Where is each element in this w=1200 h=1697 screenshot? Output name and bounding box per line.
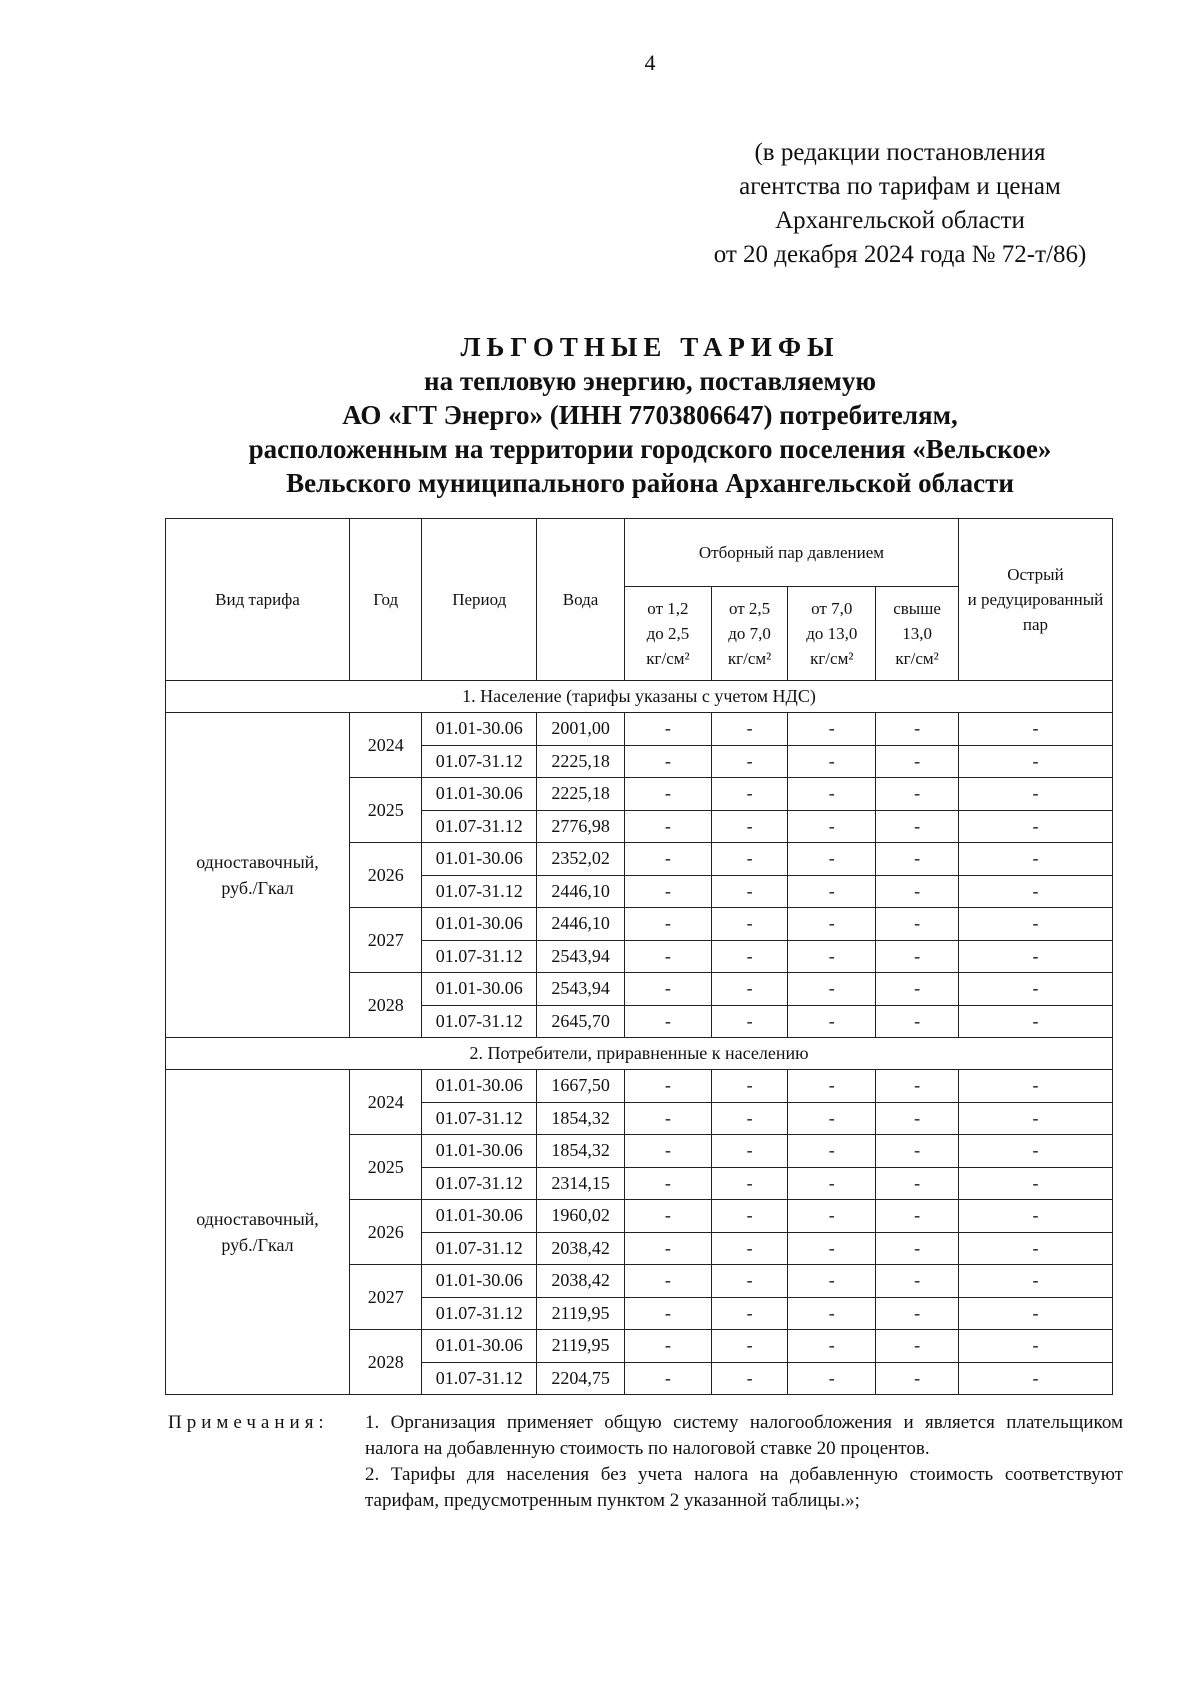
notes-label: Примечания: bbox=[168, 1412, 329, 1433]
empty-tariff-cell: - bbox=[711, 1102, 788, 1135]
water-tariff-cell: 2446,10 bbox=[537, 875, 625, 908]
empty-tariff-cell: - bbox=[788, 1135, 876, 1168]
period-cell: 01.01-30.06 bbox=[422, 908, 537, 941]
tariff-table bbox=[165, 518, 1113, 1395]
empty-tariff-cell: - bbox=[711, 1135, 788, 1168]
empty-tariff-cell: - bbox=[788, 1005, 876, 1038]
period-cell: 01.07-31.12 bbox=[422, 745, 537, 778]
empty-tariff-cell: - bbox=[625, 875, 712, 908]
period-cell: 01.01-30.06 bbox=[422, 1070, 537, 1103]
empty-tariff-cell: - bbox=[711, 810, 788, 843]
empty-tariff-cell: - bbox=[958, 1005, 1112, 1038]
water-tariff-cell: 2001,00 bbox=[537, 713, 625, 746]
empty-tariff-cell: - bbox=[625, 778, 712, 811]
empty-tariff-cell: - bbox=[788, 875, 876, 908]
empty-tariff-cell: - bbox=[711, 1330, 788, 1363]
empty-tariff-cell: - bbox=[876, 1005, 959, 1038]
water-tariff-cell: 1667,50 bbox=[537, 1070, 625, 1103]
year-cell: 2025 bbox=[350, 1135, 422, 1200]
empty-tariff-cell: - bbox=[958, 940, 1112, 973]
redaction-line: от 20 декабря 2024 года № 72-т/86) bbox=[713, 241, 1087, 268]
empty-tariff-cell: - bbox=[711, 1265, 788, 1298]
note-item: 2. Тарифы для населения без учета налога на добавленную стоимость соответствуют тарифам, предусмотренным пунктом 2 указанной таблицы.»; bbox=[365, 1464, 1123, 1511]
document-title bbox=[0, 330, 1200, 500]
empty-tariff-cell: - bbox=[711, 1005, 788, 1038]
empty-tariff-cell: - bbox=[788, 778, 876, 811]
section-title: 1. Население (тарифы указаны с учетом НДС) bbox=[166, 681, 1113, 713]
year-cell: 2024 bbox=[350, 1070, 422, 1135]
empty-tariff-cell: - bbox=[958, 810, 1112, 843]
empty-tariff-cell: - bbox=[625, 1070, 712, 1103]
empty-tariff-cell: - bbox=[958, 1102, 1112, 1135]
empty-tariff-cell: - bbox=[876, 1330, 959, 1363]
empty-tariff-cell: - bbox=[625, 973, 712, 1006]
period-cell: 01.07-31.12 bbox=[422, 1005, 537, 1038]
empty-tariff-cell: - bbox=[625, 908, 712, 941]
empty-tariff-cell: - bbox=[625, 1265, 712, 1298]
empty-tariff-cell: - bbox=[958, 908, 1112, 941]
header-tariff-type: Вид тарифа bbox=[166, 519, 350, 681]
empty-tariff-cell: - bbox=[711, 1232, 788, 1265]
title-line: на тепловую энергию, поставляемую bbox=[424, 366, 876, 396]
empty-tariff-cell: - bbox=[876, 1167, 959, 1200]
empty-tariff-cell: - bbox=[958, 973, 1112, 1006]
period-cell: 01.01-30.06 bbox=[422, 973, 537, 1006]
empty-tariff-cell: - bbox=[788, 1232, 876, 1265]
year-cell: 2026 bbox=[350, 843, 422, 908]
header-sharp-steam: Острый и редуцированный пар bbox=[958, 519, 1112, 681]
title-main: ЛЬГОТНЫЕ ТАРИФЫ bbox=[460, 332, 840, 362]
period-cell: 01.07-31.12 bbox=[422, 940, 537, 973]
year-cell: 2025 bbox=[350, 778, 422, 843]
year-cell: 2028 bbox=[350, 973, 422, 1038]
period-cell: 01.07-31.12 bbox=[422, 1297, 537, 1330]
year-cell: 2028 bbox=[350, 1330, 422, 1395]
empty-tariff-cell: - bbox=[876, 1297, 959, 1330]
period-cell: 01.07-31.12 bbox=[422, 1232, 537, 1265]
header-steam-1-2-5: от 1,2 до 2,5 кг/см² bbox=[625, 587, 712, 681]
period-cell: 01.01-30.06 bbox=[422, 1330, 537, 1363]
header-period: Период bbox=[422, 519, 537, 681]
empty-tariff-cell: - bbox=[958, 713, 1112, 746]
period-cell: 01.01-30.06 bbox=[422, 1135, 537, 1168]
empty-tariff-cell: - bbox=[876, 1362, 959, 1395]
water-tariff-cell: 2352,02 bbox=[537, 843, 625, 876]
empty-tariff-cell: - bbox=[788, 1167, 876, 1200]
empty-tariff-cell: - bbox=[625, 1330, 712, 1363]
water-tariff-cell: 1854,32 bbox=[537, 1135, 625, 1168]
empty-tariff-cell: - bbox=[625, 1362, 712, 1395]
note-item: 1. Организация применяет общую систему налогообложения и является плательщиком налога на добавленную стоимость по налоговой ставке 20 процентов. bbox=[365, 1412, 1123, 1459]
empty-tariff-cell: - bbox=[876, 908, 959, 941]
empty-tariff-cell: - bbox=[876, 1070, 959, 1103]
empty-tariff-cell: - bbox=[876, 810, 959, 843]
empty-tariff-cell: - bbox=[711, 1167, 788, 1200]
period-cell: 01.01-30.06 bbox=[422, 843, 537, 876]
empty-tariff-cell: - bbox=[788, 908, 876, 941]
header-water: Вода bbox=[537, 519, 625, 681]
empty-tariff-cell: - bbox=[788, 1330, 876, 1363]
empty-tariff-cell: - bbox=[625, 1167, 712, 1200]
empty-tariff-cell: - bbox=[958, 875, 1112, 908]
period-cell: 01.07-31.12 bbox=[422, 1362, 537, 1395]
redaction-line: Архангельской области bbox=[775, 207, 1025, 234]
empty-tariff-cell: - bbox=[788, 1265, 876, 1298]
year-cell: 2024 bbox=[350, 713, 422, 778]
empty-tariff-cell: - bbox=[788, 1297, 876, 1330]
title-line: АО «ГТ Энерго» (ИНН 7703806647) потребителям, bbox=[342, 400, 958, 430]
title-line: расположенным на территории городского поселения «Вельское» bbox=[248, 434, 1052, 464]
water-tariff-cell: 2543,94 bbox=[537, 973, 625, 1006]
water-tariff-cell: 2543,94 bbox=[537, 940, 625, 973]
empty-tariff-cell: - bbox=[876, 713, 959, 746]
year-cell: 2027 bbox=[350, 1265, 422, 1330]
title-line: Вельского муниципального района Архангельской области bbox=[286, 468, 1014, 498]
empty-tariff-cell: - bbox=[625, 1135, 712, 1168]
period-cell: 01.07-31.12 bbox=[422, 810, 537, 843]
section-title: 2. Потребители, приравненные к населению bbox=[166, 1038, 1113, 1070]
empty-tariff-cell: - bbox=[958, 745, 1112, 778]
water-tariff-cell: 2119,95 bbox=[537, 1330, 625, 1363]
table-body bbox=[166, 681, 1113, 1395]
water-tariff-cell: 2225,18 bbox=[537, 745, 625, 778]
empty-tariff-cell: - bbox=[876, 843, 959, 876]
tariff-type-cell: одноставочный, руб./Гкал bbox=[166, 713, 350, 1038]
water-tariff-cell: 2038,42 bbox=[537, 1265, 625, 1298]
empty-tariff-cell: - bbox=[958, 1167, 1112, 1200]
empty-tariff-cell: - bbox=[876, 778, 959, 811]
empty-tariff-cell: - bbox=[711, 778, 788, 811]
section-row bbox=[166, 681, 1113, 713]
empty-tariff-cell: - bbox=[625, 1200, 712, 1233]
period-cell: 01.01-30.06 bbox=[422, 713, 537, 746]
empty-tariff-cell: - bbox=[788, 940, 876, 973]
header-extraction-steam: Отборный пар давлением bbox=[625, 519, 959, 587]
empty-tariff-cell: - bbox=[876, 745, 959, 778]
empty-tariff-cell: - bbox=[876, 1232, 959, 1265]
empty-tariff-cell: - bbox=[958, 1297, 1112, 1330]
empty-tariff-cell: - bbox=[876, 1102, 959, 1135]
year-cell: 2027 bbox=[350, 908, 422, 973]
water-tariff-cell: 2204,75 bbox=[537, 1362, 625, 1395]
empty-tariff-cell: - bbox=[788, 1070, 876, 1103]
empty-tariff-cell: - bbox=[625, 713, 712, 746]
empty-tariff-cell: - bbox=[788, 810, 876, 843]
empty-tariff-cell: - bbox=[711, 1070, 788, 1103]
water-tariff-cell: 1960,02 bbox=[537, 1200, 625, 1233]
empty-tariff-cell: - bbox=[788, 973, 876, 1006]
empty-tariff-cell: - bbox=[625, 810, 712, 843]
redaction-line: агентства по тарифам и ценам bbox=[739, 173, 1061, 200]
empty-tariff-cell: - bbox=[876, 1200, 959, 1233]
empty-tariff-cell: - bbox=[625, 940, 712, 973]
empty-tariff-cell: - bbox=[625, 1005, 712, 1038]
empty-tariff-cell: - bbox=[958, 1362, 1112, 1395]
page-number: 4 bbox=[644, 50, 656, 75]
table-row bbox=[166, 1070, 1113, 1103]
empty-tariff-cell: - bbox=[625, 843, 712, 876]
empty-tariff-cell: - bbox=[711, 1297, 788, 1330]
empty-tariff-cell: - bbox=[876, 940, 959, 973]
period-cell: 01.01-30.06 bbox=[422, 1265, 537, 1298]
water-tariff-cell: 2119,95 bbox=[537, 1297, 625, 1330]
empty-tariff-cell: - bbox=[711, 940, 788, 973]
year-cell: 2026 bbox=[350, 1200, 422, 1265]
empty-tariff-cell: - bbox=[958, 843, 1112, 876]
empty-tariff-cell: - bbox=[625, 1297, 712, 1330]
header-steam-2-5-7: от 2,5 до 7,0 кг/см² bbox=[711, 587, 788, 681]
empty-tariff-cell: - bbox=[711, 1200, 788, 1233]
water-tariff-cell: 2314,15 bbox=[537, 1167, 625, 1200]
empty-tariff-cell: - bbox=[958, 1265, 1112, 1298]
empty-tariff-cell: - bbox=[788, 713, 876, 746]
empty-tariff-cell: - bbox=[876, 973, 959, 1006]
empty-tariff-cell: - bbox=[958, 1070, 1112, 1103]
empty-tariff-cell: - bbox=[711, 745, 788, 778]
empty-tariff-cell: - bbox=[711, 1362, 788, 1395]
period-cell: 01.07-31.12 bbox=[422, 1167, 537, 1200]
empty-tariff-cell: - bbox=[958, 1200, 1112, 1233]
water-tariff-cell: 2446,10 bbox=[537, 908, 625, 941]
empty-tariff-cell: - bbox=[788, 1102, 876, 1135]
empty-tariff-cell: - bbox=[711, 875, 788, 908]
empty-tariff-cell: - bbox=[711, 713, 788, 746]
empty-tariff-cell: - bbox=[958, 1135, 1112, 1168]
water-tariff-cell: 1854,32 bbox=[537, 1102, 625, 1135]
empty-tariff-cell: - bbox=[876, 1135, 959, 1168]
section-row bbox=[166, 1038, 1113, 1070]
header-steam-7-13: от 7,0 до 13,0 кг/см² bbox=[788, 587, 876, 681]
empty-tariff-cell: - bbox=[958, 778, 1112, 811]
period-cell: 01.07-31.12 bbox=[422, 875, 537, 908]
table-row bbox=[166, 713, 1113, 746]
empty-tariff-cell: - bbox=[876, 875, 959, 908]
empty-tariff-cell: - bbox=[788, 843, 876, 876]
empty-tariff-cell: - bbox=[711, 843, 788, 876]
empty-tariff-cell: - bbox=[876, 1265, 959, 1298]
table-header bbox=[166, 519, 1113, 681]
period-cell: 01.01-30.06 bbox=[422, 1200, 537, 1233]
water-tariff-cell: 2776,98 bbox=[537, 810, 625, 843]
empty-tariff-cell: - bbox=[958, 1232, 1112, 1265]
period-cell: 01.01-30.06 bbox=[422, 778, 537, 811]
water-tariff-cell: 2038,42 bbox=[537, 1232, 625, 1265]
empty-tariff-cell: - bbox=[711, 908, 788, 941]
empty-tariff-cell: - bbox=[625, 1232, 712, 1265]
notes-body bbox=[365, 1410, 1123, 1514]
tariff-type-cell: одноставочный, руб./Гкал bbox=[166, 1070, 350, 1395]
water-tariff-cell: 2225,18 bbox=[537, 778, 625, 811]
empty-tariff-cell: - bbox=[958, 1330, 1112, 1363]
header-year: Год bbox=[350, 519, 422, 681]
period-cell: 01.07-31.12 bbox=[422, 1102, 537, 1135]
redaction-note bbox=[600, 136, 1200, 272]
header-steam-above-13: свыше 13,0 кг/см² bbox=[876, 587, 959, 681]
empty-tariff-cell: - bbox=[711, 973, 788, 1006]
empty-tariff-cell: - bbox=[625, 1102, 712, 1135]
water-tariff-cell: 2645,70 bbox=[537, 1005, 625, 1038]
empty-tariff-cell: - bbox=[788, 745, 876, 778]
empty-tariff-cell: - bbox=[788, 1200, 876, 1233]
redaction-line: (в редакции постановления bbox=[754, 139, 1046, 166]
empty-tariff-cell: - bbox=[625, 745, 712, 778]
empty-tariff-cell: - bbox=[788, 1362, 876, 1395]
